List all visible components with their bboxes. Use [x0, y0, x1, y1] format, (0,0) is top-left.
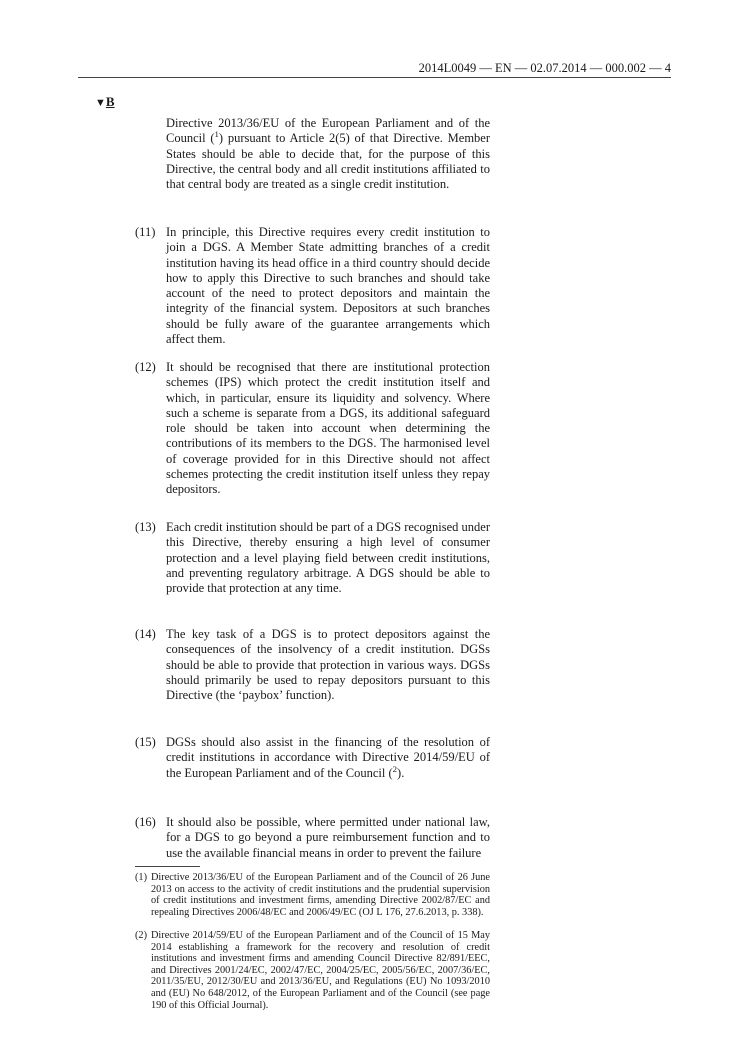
recital-text: It should be recognised that there are institutional protection schemes (IPS) which protect the credit institution itself and which, in particular, ensure its liquidity and solvency. Where such a scheme is separate from a DGS, its additional safeguard role should be taken into account when determining the contributions of its members to the DGS. The harmonised level of coverage provided for in this Directive should not affect schemes protecting the credit institution itself unless they repay depositors. [166, 360, 490, 497]
recital-text: In principle, this Directive requires every credit institution to join a DGS. A Member State admitting branches of a credit institution having its head office in a third country should decide how to apply this Directive to such branches and should take account of the need to protect depositors and maintain the integrity of the financial system. Depositors at such branches should be fully aware of the guarantee arrangements which affect them. [166, 225, 490, 347]
recital-text: Each credit institution should be part of a DGS recognised under this Directive, thereby ensuring a high level of consumer protection and a level playing field between credit institutions, and preventing regulatory arbitrage. A DGS should be able to provide that protection at any time. [166, 520, 490, 596]
footnote-divider [135, 866, 200, 867]
intro-paragraph [166, 116, 490, 192]
footnote-text: Directive 2014/59/EU of the European Parliament and of the Council of 15 May 2014 establishing a framework for the recovery and resolution of credit institutions and investment firms and amending Council Directive 82/891/EEC, and Directives 2001/24/EC, 2002/47/EC, 2004/25/EC, 2005/56/EC, 2007/36/EC, 2011/35/EU, 2012/30/EU and 2013/36/EU, and Regulations (EU) No 1093/2010 and (EU) No 648/2012, of the European Parliament and of the Council (see page 190 of this Official Journal). [151, 930, 490, 1011]
recital-text-before: DGSs should also assist in the financing of the resolution of credit institutions in accordance with Directive 2014/59/EU of the European Parliament and of the Council ( [166, 735, 490, 780]
recital-text: It should also be possible, where permitted under national law, for a DGS to go beyond a pure reimbursement function and to use the available financial means in order to prevent the failure [166, 815, 490, 860]
recital-text-after: ). [397, 765, 405, 780]
recital-number: (16) [135, 815, 156, 829]
recital-number: (13) [135, 520, 156, 534]
marker-letter: B [105, 94, 115, 109]
header-divider [78, 77, 671, 78]
recital-text: The key task of a DGS is to protect depositors against the consequences of the insolvency of a credit institution. DGSs should be able to provide that protection in various ways. DGSs should primarily be used to repay depositors pursuant to this Directive (the ‘paybox’ function). [166, 627, 490, 703]
footnote-ref-1[interactable]: 1 [214, 129, 219, 140]
amendment-marker [95, 94, 115, 110]
recital-number: (12) [135, 360, 156, 374]
footnote-number: (2) [135, 930, 148, 941]
intro-text-before: Directive 2013/36/EU of the European Parliament and of the Council ( [166, 116, 490, 146]
footnote-ref-2[interactable]: 2 [392, 763, 398, 774]
recital-text [166, 735, 490, 781]
recital-number: (11) [135, 225, 156, 239]
document-reference-header: 2014L0049 — EN — 02.07.2014 — 000.002 — 4 [418, 61, 671, 75]
recital-number: (14) [135, 627, 156, 641]
recital-number: (15) [135, 735, 156, 749]
footnote [135, 872, 490, 918]
footnote [135, 930, 490, 1011]
intro-text-after: ) pursuant to Article 2(5) of that Directive. Member States should be able to decide that, for the purpose of this Directive, the central body and all credit institutions affiliated to that central body are treated as a single credit institution. [166, 131, 491, 192]
footnote-text: Directive 2013/36/EU of the European Parliament and of the Council of 26 June 2013 on access to the activity of credit institutions and the prudential supervision of credit institutions and investment firms, amending Directive 2002/87/EC and repealing Directives 2006/48/EC and 2006/49/EC (OJ L 176, 27.6.2013, p. 338). [151, 872, 490, 918]
footnote-number: (1) [135, 872, 148, 883]
triangle-marker-icon: ▼ [95, 97, 106, 109]
